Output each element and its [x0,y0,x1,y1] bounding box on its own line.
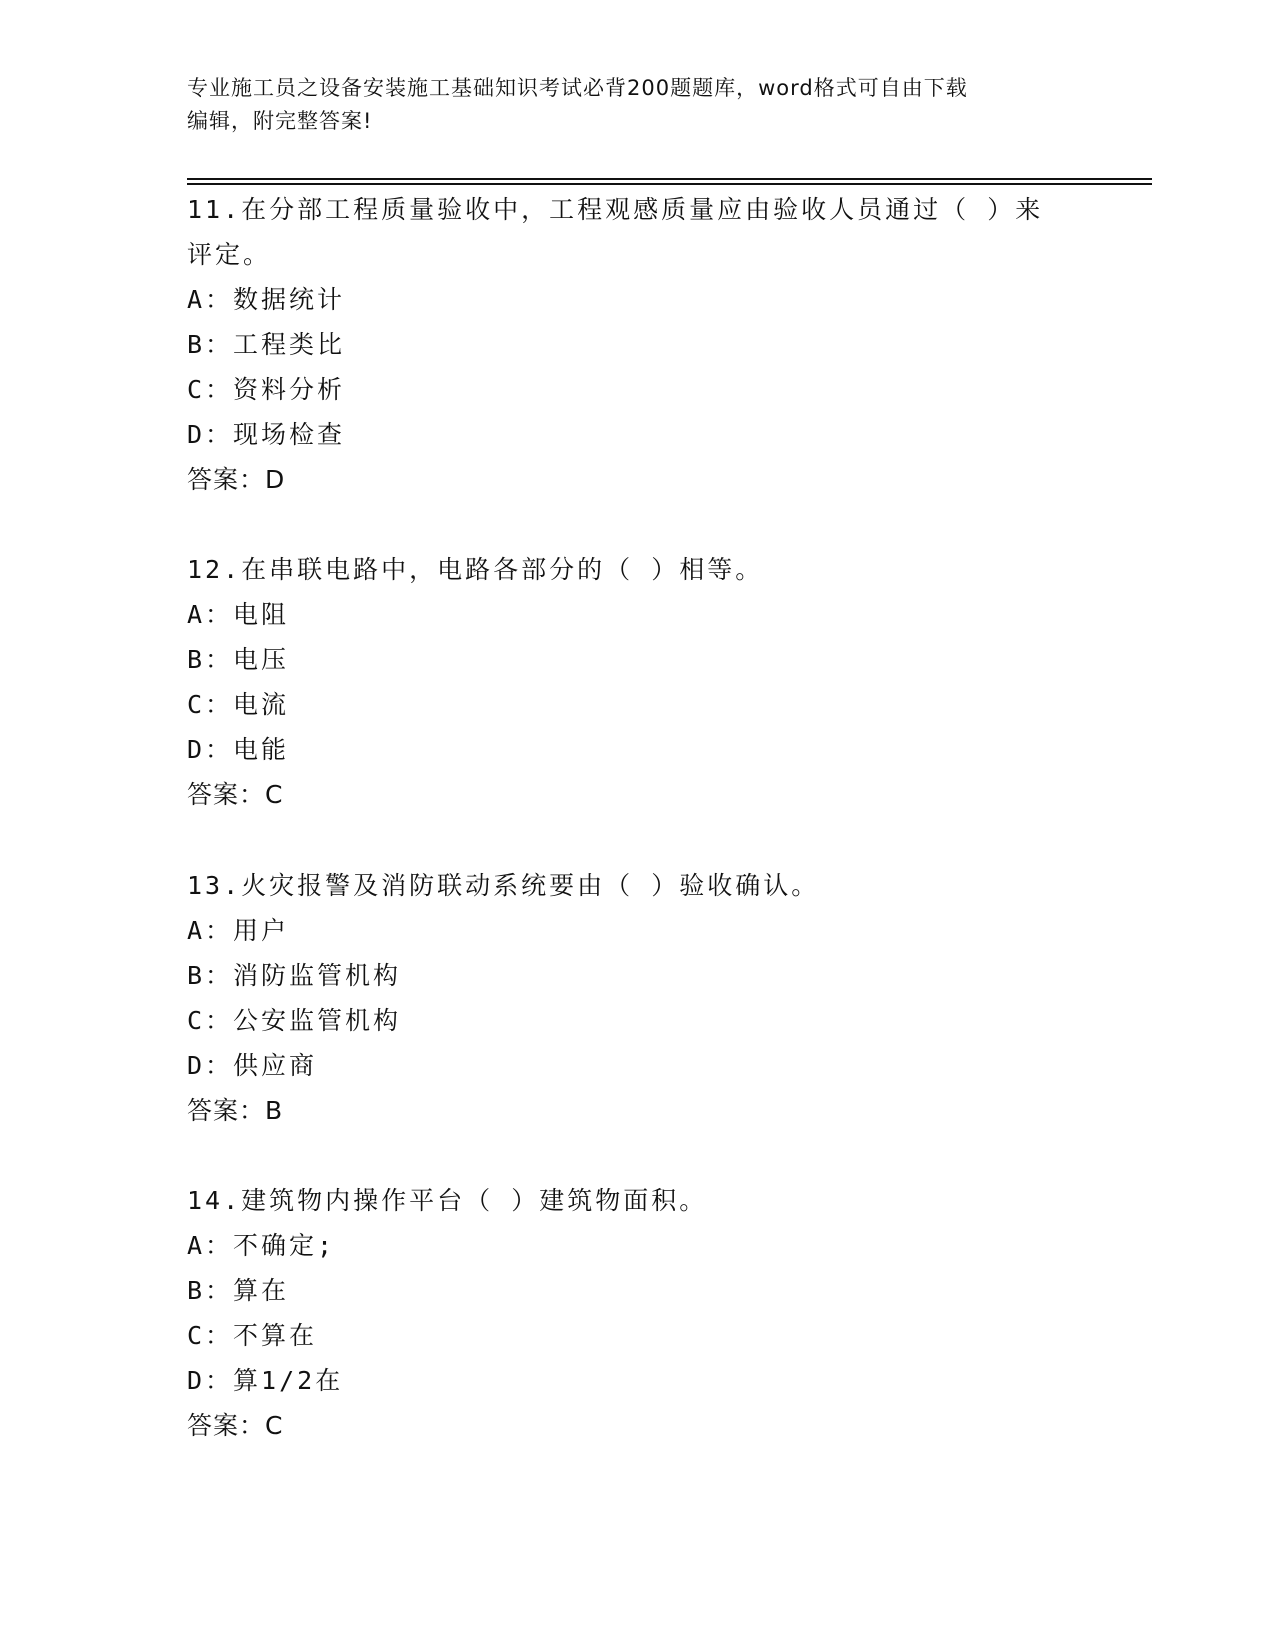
header-divider-bottom [187,183,1152,185]
answer: 答案：C [187,780,284,809]
answer: 答案：D [187,465,286,494]
question-stem: 11.在分部工程质量验收中，工程观感质量应由验收人员通过（ ）来 [187,195,1044,224]
question-block-13 [187,863,1087,1133]
question-stem: 13.火灾报警及消防联动系统要由（ ）验收确认。 [187,871,820,900]
option-d: D：供应商 [187,1051,318,1080]
option-c: C：资料分析 [187,375,346,404]
question-stem-continued: 评定。 [187,240,272,269]
document-header [187,72,1087,138]
option-c: C：电流 [187,690,290,719]
option-b: B：消防监管机构 [187,961,402,990]
option-a: A：电阻 [187,600,290,629]
option-c: C：公安监管机构 [187,1006,402,1035]
question-block-12 [187,547,1087,817]
option-d: D：算1/2在 [187,1366,344,1395]
option-a: A：用户 [187,916,290,945]
question-block-14 [187,1178,1087,1448]
header-line-1: 专业施工员之设备安装施工基础知识考试必背200题题库，word格式可自由下载 [187,76,968,100]
option-b: B：工程类比 [187,330,346,359]
option-c: C：不算在 [187,1321,318,1350]
option-d: D：电能 [187,735,290,764]
question-block-11 [187,187,1087,502]
option-b: B：电压 [187,645,290,674]
answer: 答案：B [187,1096,284,1125]
header-divider-top [187,178,1152,180]
question-stem: 12.在串联电路中，电路各部分的（ ）相等。 [187,555,764,584]
header-line-2: 编辑，附完整答案! [187,109,373,133]
answer: 答案：C [187,1411,284,1440]
option-a: A：不确定; [187,1231,336,1260]
option-d: D：现场检查 [187,420,346,449]
question-stem: 14.建筑物内操作平台（ ）建筑物面积。 [187,1186,708,1215]
option-a: A：数据统计 [187,285,346,314]
option-b: B：算在 [187,1276,290,1305]
